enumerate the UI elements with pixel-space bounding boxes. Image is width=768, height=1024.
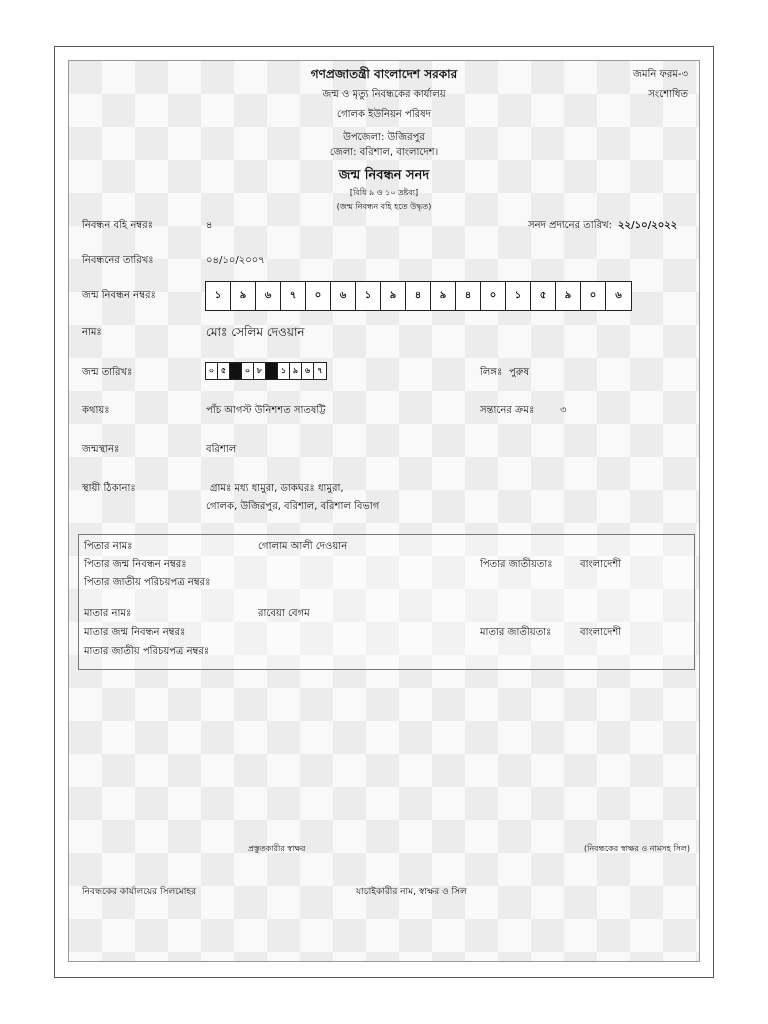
office-name: জন্ম ও মৃত্যু নিবন্ধকের কার্যালয় xyxy=(322,89,446,100)
district-name: জেলা: বরিশাল, বাংলাদেশ। xyxy=(329,147,439,158)
amended-label: সংশোধিত xyxy=(648,89,688,100)
dob-in-words: পাঁচ আগস্ট উনিশশত সাতষট্টি xyxy=(206,405,326,416)
reg-no-digit: ৬ xyxy=(256,282,281,310)
dob-digit: ৯ xyxy=(290,363,302,379)
preparer-signature-label: প্রস্তুতকারীর স্বাক্ষর xyxy=(248,844,306,853)
reg-no-digit: ৫ xyxy=(531,282,556,310)
father-nid-label: পিতার জাতীয় পরিচয়পত্র নম্বরঃ xyxy=(84,577,211,588)
dob-digit: ১ xyxy=(278,363,290,379)
father-reg-label: পিতার জন্ম নিবন্ধন নম্বরঃ xyxy=(84,559,187,570)
mother-reg-label: মাতার জন্ম নিবন্ধন নম্বরঃ xyxy=(84,627,186,638)
birthplace-value: বরিশাল xyxy=(206,444,237,455)
issue-date-value: ২২/১০/২০২২ xyxy=(618,220,678,231)
reg-date-label: নিবন্ধনের তারিখঃ xyxy=(82,255,154,266)
dob-separator xyxy=(230,363,242,379)
reg-no-digit: ১ xyxy=(506,282,531,310)
registrar-signature-label: (নিবন্ধকের স্বাক্ষর ও নামসহ সিল) xyxy=(584,844,690,853)
rule-reference: [বিধি ৯ ও ১০ দ্রষ্টব্য] xyxy=(349,188,419,197)
reg-no-digit: ৪ xyxy=(406,282,431,310)
reg-no-label: জন্ম নিবন্ধন নম্বরঃ xyxy=(82,290,156,301)
reg-no-digit: ০ xyxy=(581,282,606,310)
form-number: জমনি ফরম-৩ xyxy=(633,69,688,80)
source-note: (জন্ম নিবন্ধন বহি হতে উদ্ধৃত) xyxy=(336,202,432,211)
dob-label: জন্ম তারিখঃ xyxy=(82,367,133,378)
mother-nationality-label: মাতার জাতীয়তাঃ xyxy=(480,627,552,638)
name-value: মোঃ সেলিম দেওয়ান xyxy=(206,325,305,339)
birthplace-label: জন্মস্থানঃ xyxy=(82,444,120,455)
union-name: গোলক ইউনিয়ন পরিষদ xyxy=(337,109,431,120)
order-value: ৩ xyxy=(560,405,567,416)
book-no-label: নিবন্ধন বহি নম্বরঃ xyxy=(82,220,154,231)
reg-no-digit: ৯ xyxy=(381,282,406,310)
order-label: সন্তানের ক্রমঃ xyxy=(480,405,535,416)
upazila-name: উপজেলা: উজিরপুর xyxy=(343,132,425,143)
dob-separator xyxy=(266,363,278,379)
gender-label: লিঙ্গঃ xyxy=(480,367,503,378)
dob-boxes xyxy=(205,362,327,380)
dob-digit: ৫ xyxy=(218,363,230,379)
address-line2: গোলক, উজিরপুর, বরিশাল, বরিশাল বিভাগ xyxy=(206,501,380,512)
reg-no-digit: ৬ xyxy=(615,289,622,301)
mother-name-value: রাবেয়া বেগম xyxy=(258,608,310,619)
father-name-label: পিতার নামঃ xyxy=(84,541,133,552)
reg-no-digit: ৯ xyxy=(231,282,256,310)
reg-date-value: ০৪/১০/২০০৭ xyxy=(206,255,265,266)
govt-title: গণপ্রজাতন্ত্রী বাংলাদেশ সরকার xyxy=(310,67,458,81)
mother-name-label: মাতার নামঃ xyxy=(84,608,132,619)
reg-no-digit: ৯ xyxy=(431,282,456,310)
father-name-value: গোলাম আলী দেওয়ান xyxy=(258,541,348,552)
reg-no-digit: ৪ xyxy=(456,282,481,310)
reg-no-digit: ০ xyxy=(306,282,331,310)
dob-digit: ৬ xyxy=(302,363,314,379)
mother-nid-label: মাতার জাতীয় পরিচয়পত্র নম্বরঃ xyxy=(84,646,210,657)
dob-digit: ০ xyxy=(206,363,218,379)
reg-no-digit: ৯ xyxy=(556,282,581,310)
office-seal-label: নিবন্ধকের কার্যালয়ের সিলমোহর xyxy=(82,887,197,897)
reg-no-digit: ১ xyxy=(206,282,231,310)
reg-no-digit: ৭ xyxy=(281,282,306,310)
reg-no-digit: ৬ xyxy=(331,282,356,310)
dob-digit: ৭ xyxy=(317,365,323,375)
reg-no-digit: ১ xyxy=(356,282,381,310)
reg-no-boxes xyxy=(205,281,632,311)
certificate-title: জন্ম নিবন্ধন সনদ xyxy=(338,168,430,183)
dob-digit: ৮ xyxy=(254,363,266,379)
gender-value: পুরুষ xyxy=(509,367,529,378)
mother-nationality-value: বাংলাদেশী xyxy=(580,627,622,638)
book-no-value: ৪ xyxy=(206,220,213,231)
address-line1: গ্রামঃ মধ্য ধামুরা, ডাকঘরঃ ধামুরা, xyxy=(210,483,344,494)
dob-digit: ০ xyxy=(242,363,254,379)
address-label: স্থায়ী ঠিকানাঃ xyxy=(82,483,136,494)
name-label: নামঃ xyxy=(82,327,102,338)
verifier-label: যাচাইকারীর নাম, স্বাক্ষর ও সিল xyxy=(356,887,467,897)
father-nationality-value: বাংলাদেশী xyxy=(580,559,622,570)
issue-date-label: সনদ প্রদানের তারিখ: xyxy=(528,220,612,231)
reg-no-digit: ০ xyxy=(481,282,506,310)
father-nationality-label: পিতার জাতীয়তাঃ xyxy=(480,559,553,570)
words-label: কথায়ঃ xyxy=(82,405,110,416)
